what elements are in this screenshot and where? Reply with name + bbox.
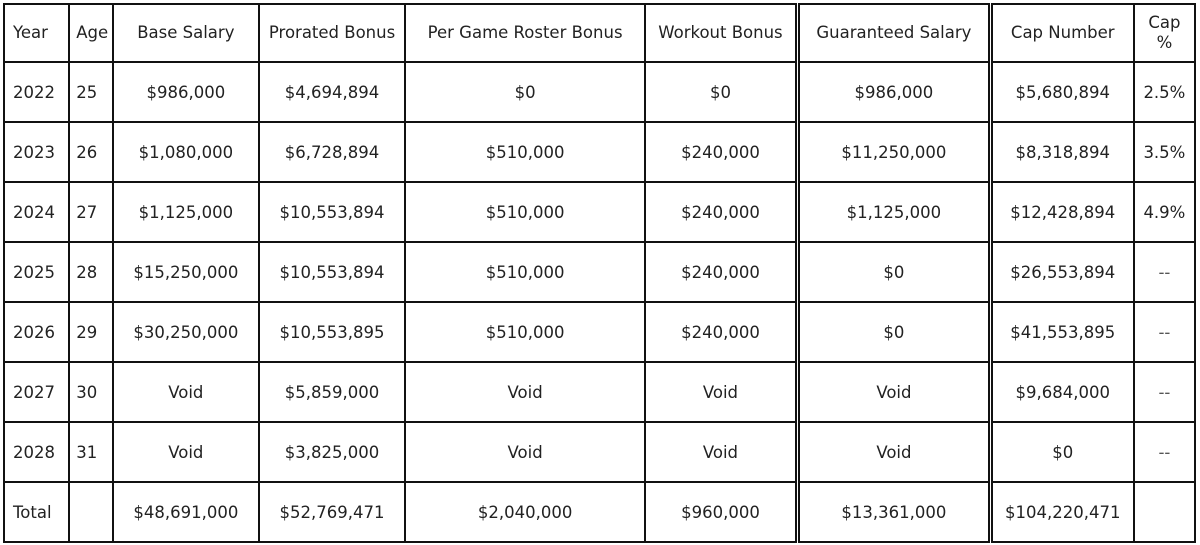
cell-prorated-bonus: $10,553,895	[259, 302, 406, 362]
header-row	[4, 4, 1195, 62]
cell-cap-number: $5,680,894	[990, 62, 1134, 122]
total-workout-bonus: $960,000	[645, 482, 798, 542]
cell-guaranteed-salary: $0	[798, 302, 991, 362]
cell-workout-bonus: $240,000	[645, 242, 798, 302]
cell-guaranteed-salary: Void	[798, 422, 991, 482]
cell-age: 25	[69, 62, 113, 122]
cell-year: 2028	[4, 422, 69, 482]
cell-workout-bonus: $240,000	[645, 122, 798, 182]
cell-per-game-roster-bonus: Void	[405, 362, 644, 422]
cell-workout-bonus: $240,000	[645, 182, 798, 242]
table-row	[4, 62, 1195, 122]
total-per-game-roster-bonus: $2,040,000	[405, 482, 644, 542]
cell-base-salary: Void	[113, 362, 259, 422]
cell-prorated-bonus: $4,694,894	[259, 62, 406, 122]
cell-cap-pct: --	[1134, 242, 1195, 302]
table-row	[4, 182, 1195, 242]
total-prorated-bonus: $52,769,471	[259, 482, 406, 542]
cell-prorated-bonus: $10,553,894	[259, 182, 406, 242]
total-cap-pct	[1134, 482, 1195, 542]
cell-prorated-bonus: $3,825,000	[259, 422, 406, 482]
header-year: Year	[4, 4, 69, 62]
cell-cap-pct: 2.5%	[1134, 62, 1195, 122]
cell-per-game-roster-bonus: $510,000	[405, 302, 644, 362]
cell-base-salary: $1,125,000	[113, 182, 259, 242]
cell-age: 30	[69, 362, 113, 422]
cell-cap-pct: --	[1134, 302, 1195, 362]
total-age	[69, 482, 113, 542]
contract-table-container	[3, 3, 1196, 542]
cell-guaranteed-salary: Void	[798, 362, 991, 422]
cell-base-salary: $986,000	[113, 62, 259, 122]
cell-age: 31	[69, 422, 113, 482]
header-base-salary: Base Salary	[113, 4, 259, 62]
table-row	[4, 122, 1195, 182]
table-row	[4, 362, 1195, 422]
cell-age: 27	[69, 182, 113, 242]
cell-age: 29	[69, 302, 113, 362]
table-row	[4, 422, 1195, 482]
cell-year: 2027	[4, 362, 69, 422]
cell-age: 26	[69, 122, 113, 182]
total-label: Total	[4, 482, 69, 542]
cell-per-game-roster-bonus: Void	[405, 422, 644, 482]
cell-cap-pct: --	[1134, 422, 1195, 482]
total-row	[4, 482, 1195, 542]
cell-year: 2024	[4, 182, 69, 242]
cell-age: 28	[69, 242, 113, 302]
contract-table	[3, 3, 1196, 543]
cell-base-salary: $30,250,000	[113, 302, 259, 362]
cell-per-game-roster-bonus: $0	[405, 62, 644, 122]
cell-base-salary: $15,250,000	[113, 242, 259, 302]
cell-year: 2025	[4, 242, 69, 302]
cell-workout-bonus: Void	[645, 422, 798, 482]
cell-prorated-bonus: $6,728,894	[259, 122, 406, 182]
cell-per-game-roster-bonus: $510,000	[405, 242, 644, 302]
cell-year: 2023	[4, 122, 69, 182]
cell-prorated-bonus: $5,859,000	[259, 362, 406, 422]
cell-year: 2022	[4, 62, 69, 122]
header-guaranteed-salary: Guaranteed Salary	[798, 4, 991, 62]
table-row	[4, 302, 1195, 362]
cell-per-game-roster-bonus: $510,000	[405, 182, 644, 242]
cell-guaranteed-salary: $986,000	[798, 62, 991, 122]
cell-workout-bonus: Void	[645, 362, 798, 422]
table-row	[4, 242, 1195, 302]
cell-cap-number: $12,428,894	[990, 182, 1134, 242]
cell-cap-pct: 4.9%	[1134, 182, 1195, 242]
header-workout-bonus: Workout Bonus	[645, 4, 798, 62]
header-age: Age	[69, 4, 113, 62]
cell-cap-pct: 3.5%	[1134, 122, 1195, 182]
total-cap-number: $104,220,471	[990, 482, 1134, 542]
cell-cap-number: $0	[990, 422, 1134, 482]
cell-cap-number: $9,684,000	[990, 362, 1134, 422]
cell-guaranteed-salary: $11,250,000	[798, 122, 991, 182]
header-cap-number: Cap Number	[990, 4, 1134, 62]
header-cap-pct: Cap %	[1134, 4, 1195, 62]
total-guaranteed-salary: $13,361,000	[798, 482, 991, 542]
header-prorated-bonus: Prorated Bonus	[259, 4, 406, 62]
cell-workout-bonus: $240,000	[645, 302, 798, 362]
cell-guaranteed-salary: $0	[798, 242, 991, 302]
cell-workout-bonus: $0	[645, 62, 798, 122]
cell-prorated-bonus: $10,553,894	[259, 242, 406, 302]
cell-cap-pct: --	[1134, 362, 1195, 422]
cell-base-salary: $1,080,000	[113, 122, 259, 182]
cell-cap-number: $26,553,894	[990, 242, 1134, 302]
cell-base-salary: Void	[113, 422, 259, 482]
cell-cap-number: $8,318,894	[990, 122, 1134, 182]
cell-year: 2026	[4, 302, 69, 362]
header-per-game-roster-bonus: Per Game Roster Bonus	[405, 4, 644, 62]
cell-cap-number: $41,553,895	[990, 302, 1134, 362]
cell-per-game-roster-bonus: $510,000	[405, 122, 644, 182]
cell-guaranteed-salary: $1,125,000	[798, 182, 991, 242]
total-base-salary: $48,691,000	[113, 482, 259, 542]
